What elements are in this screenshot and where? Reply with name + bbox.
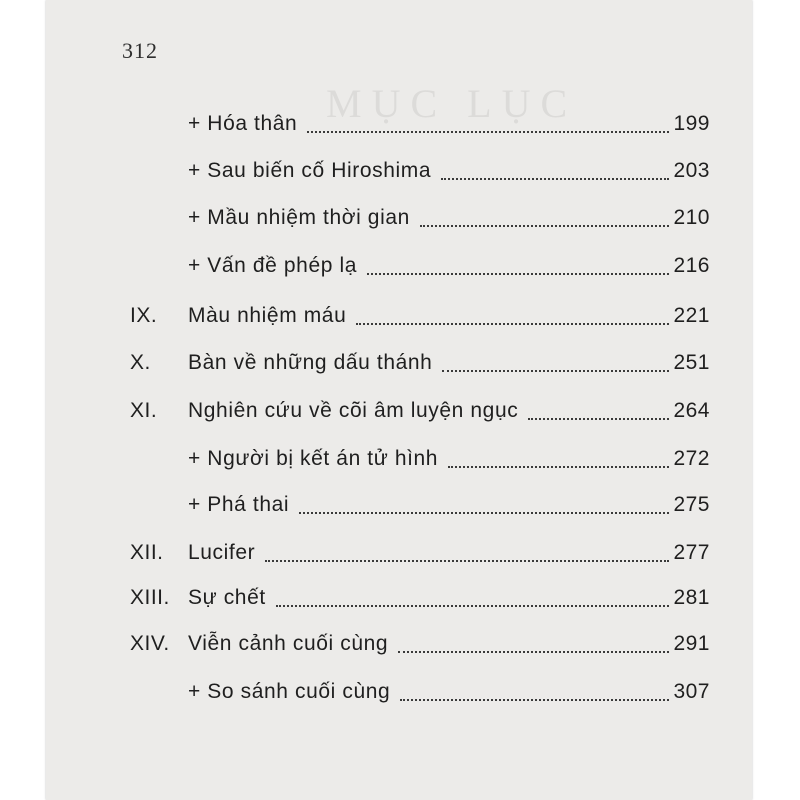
entry-page: 203 bbox=[673, 159, 710, 182]
ghost-title-bleedthrough: MỤC LỤC bbox=[326, 81, 578, 126]
entry-title: + Phá thai bbox=[188, 493, 290, 516]
entry-number: IX. bbox=[130, 304, 158, 327]
entry-page: 264 bbox=[673, 399, 710, 422]
entry-page: 275 bbox=[673, 493, 710, 516]
entry-page: 216 bbox=[673, 254, 710, 277]
dot-leader bbox=[528, 418, 669, 420]
dot-leader bbox=[398, 651, 669, 653]
entry-page: 291 bbox=[673, 632, 710, 655]
entry-title: + So sánh cuối cùng bbox=[188, 680, 391, 703]
toc-entry bbox=[46, 447, 752, 477]
entry-page: 251 bbox=[673, 351, 710, 374]
toc-entry bbox=[46, 206, 752, 236]
entry-title: Sự chết bbox=[188, 586, 266, 609]
book-page bbox=[46, 0, 752, 800]
toc-entry bbox=[46, 112, 752, 142]
entry-title: + Sau biến cố Hiroshima bbox=[188, 159, 432, 182]
entry-title: Lucifer bbox=[188, 541, 256, 564]
toc-entry bbox=[46, 254, 752, 284]
toc-entry bbox=[46, 632, 752, 662]
entry-title: + Mầu nhiệm thời gian bbox=[188, 206, 410, 229]
dot-leader bbox=[448, 466, 669, 468]
dot-leader bbox=[367, 273, 669, 275]
dot-leader bbox=[356, 323, 669, 325]
entry-number: XI. bbox=[130, 399, 158, 422]
page-number: 312 bbox=[122, 38, 158, 63]
entry-page: 277 bbox=[673, 541, 710, 564]
entry-number: X. bbox=[130, 351, 151, 374]
table-of-contents bbox=[46, 0, 752, 800]
dot-leader bbox=[276, 605, 670, 607]
entry-number: XIV. bbox=[130, 632, 170, 655]
entry-page: 281 bbox=[673, 586, 710, 609]
toc-entry bbox=[46, 586, 752, 616]
dot-leader bbox=[299, 512, 669, 514]
entry-title: Màu nhiệm máu bbox=[188, 304, 347, 327]
entry-page: 307 bbox=[673, 680, 710, 703]
dot-leader bbox=[307, 131, 669, 133]
entry-page: 272 bbox=[673, 447, 710, 470]
entry-page: 210 bbox=[673, 206, 710, 229]
entry-title: + Người bị kết án tử hình bbox=[188, 447, 439, 470]
entry-page: 221 bbox=[673, 304, 710, 327]
toc-entry bbox=[46, 304, 752, 334]
entry-number: XII. bbox=[130, 541, 164, 564]
entry-page: 199 bbox=[673, 112, 710, 135]
dot-leader bbox=[442, 370, 669, 372]
entry-title: + Hóa thân bbox=[188, 112, 298, 135]
toc-entry bbox=[46, 399, 752, 429]
toc-entry bbox=[46, 351, 752, 381]
dot-leader bbox=[441, 178, 669, 180]
entry-title: + Vấn đề phép lạ bbox=[188, 254, 357, 277]
dot-leader bbox=[420, 225, 670, 227]
entry-title: Nghiên cứu về cõi âm luyện ngục bbox=[188, 399, 519, 422]
toc-entry bbox=[46, 493, 752, 523]
entry-title: Viễn cảnh cuối cùng bbox=[188, 632, 389, 655]
entry-number: XIII. bbox=[130, 586, 170, 609]
toc-entry bbox=[46, 541, 752, 571]
dot-leader bbox=[265, 560, 669, 562]
dot-leader bbox=[400, 699, 669, 701]
toc-entry bbox=[46, 159, 752, 189]
toc-entry bbox=[46, 680, 752, 710]
entry-title: Bàn về những dấu thánh bbox=[188, 351, 433, 374]
